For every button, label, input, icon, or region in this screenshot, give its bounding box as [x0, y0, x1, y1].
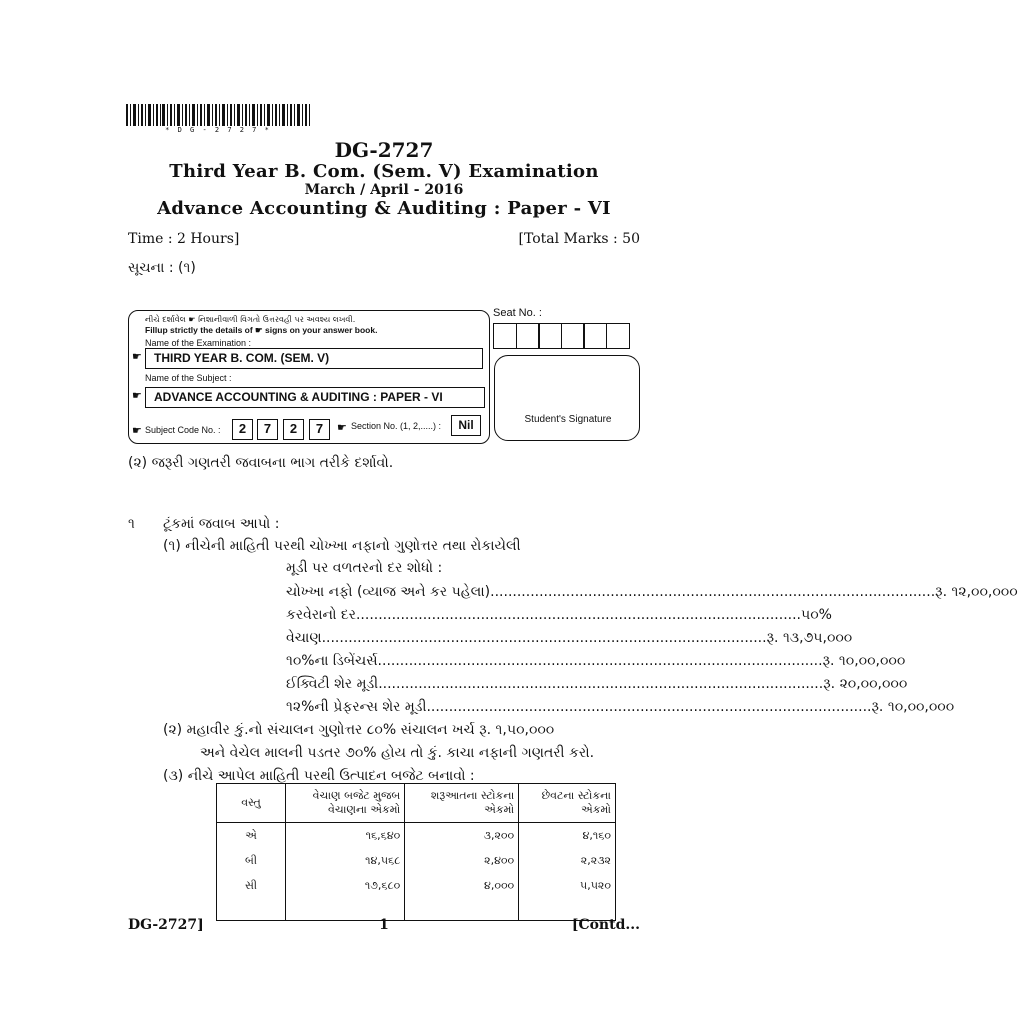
- seat-no-box: [561, 323, 585, 349]
- table-header-cell: [286, 784, 405, 823]
- data-row-value: રૂ. ૧૦,૦૦,૦૦૦: [822, 653, 906, 669]
- form-instruction-gujarati: નીચે દર્શાવેલ ☛ નિશાનીવાળી વિગતો ઉત્તરવહી પર અવશ્ય લખવી.: [145, 315, 356, 324]
- data-row-value: રૂ. ૧૩,૭૫,૦૦૦: [766, 630, 853, 646]
- total-marks: [Total Marks : 50: [518, 231, 640, 247]
- section-value: Nil: [451, 415, 481, 436]
- subject-code-digit: 2: [283, 419, 304, 440]
- table-cell: ૩,૨૦૦: [405, 823, 519, 849]
- page-number: 1: [379, 917, 389, 933]
- part2-text: (૨) મહાવીર કું.નો સંચાલન ગુણોત્તર ૮૦% સંચાલન ખર્ચ રૂ. ૧,૫૦,૦૦૦: [163, 722, 555, 738]
- data-row: ચોખ્ખા નફો (વ્યાજ અને કર પહેલા) .................................................................................................... રૂ. ૧૨,૦૦,૦૦૦: [286, 584, 1018, 600]
- table-header-cell: [405, 784, 519, 823]
- table-cell: બી: [217, 848, 286, 873]
- table-cell: ૨,૨૩૨: [519, 848, 616, 873]
- table-row: [217, 848, 616, 873]
- data-row: ૧૦%ના ડિબેંચર્સ .................................................................................................... રૂ. ૧૦,૦૦,૦૦૦: [286, 653, 906, 669]
- subject-title: Advance Accounting & Auditing : Paper - VI: [157, 198, 611, 219]
- barcode-text: * D G - 2 7 2 7 *: [165, 126, 271, 134]
- subject-code-digit: 7: [257, 419, 278, 440]
- signature-box: [494, 355, 640, 441]
- table-cell: ૧૬,૬૪૦: [286, 823, 405, 849]
- instructions-heading: સૂચના : (૧): [128, 260, 196, 276]
- table-cell: એ: [217, 823, 286, 849]
- data-row: ૧૨%ની પ્રેફરન્સ શેર મૂડી .................................................................................................... રૂ. ૧૦,૦૦,૦૦૦: [286, 699, 955, 715]
- time-allowed: Time : 2 Hours]: [128, 231, 240, 247]
- form-instruction-english: Fillup strictly the details of ☛ signs on your answer book.: [145, 325, 378, 335]
- question-heading: ટૂંકમાં જવાબ આપો :: [163, 516, 280, 532]
- table-header-text: શરૂઆતના સ્ટોકના: [430, 789, 515, 802]
- data-row: ઈક્વિટી શેર મૂડી .................................................................................................... રૂ. ૨૦,૦૦,૦૦૦: [286, 676, 908, 692]
- hand-pointer-icon: ☛: [337, 422, 347, 434]
- footer-contd: [Contd...: [571, 917, 640, 933]
- exam-session: March / April - 2016: [304, 182, 464, 198]
- table-header-text: એકમો: [581, 803, 611, 816]
- table-header-text: એકમો: [484, 803, 515, 816]
- table-cell: ૧૪,૫૬૮: [286, 848, 405, 873]
- table-header-cell: [519, 784, 616, 823]
- hand-pointer-icon: ☛: [132, 390, 142, 402]
- subject-name-field: ADVANCE ACCOUNTING & AUDITING : PAPER - VI: [145, 387, 485, 408]
- table-cell: ૧૭,૬૮૦: [286, 873, 405, 898]
- table-header-row: [217, 784, 616, 823]
- production-budget-table: [216, 783, 616, 921]
- part1-text: (૧) નીચેની માહિતી પરથી ચોખ્ખા નફાનો ગુણોત્તર તથા રોકાયેલી: [163, 538, 521, 554]
- data-row-value: રૂ. ૧૨,૦૦,૦૦૦: [935, 584, 1018, 600]
- seat-no-box: [606, 323, 630, 349]
- table-cell: ૪,૧૬૦: [519, 823, 616, 849]
- hand-pointer-icon: ☛: [132, 425, 142, 437]
- subject-name-label: Name of the Subject :: [145, 373, 232, 383]
- footer-code: DG-2727]: [128, 917, 204, 933]
- data-row: કરવેરાનો દર .................................................................................................... ૫૦%: [286, 607, 832, 623]
- seat-no-boxes: [493, 323, 628, 349]
- data-row-label: ઈક્વિટી શેર મૂડી: [286, 676, 379, 692]
- part2-text-continued: અને વેચેલ માલની પડતર ૭૦% હોય તો કું. કાચા નફાની ગણતરી કરો.: [200, 745, 595, 761]
- subject-code-digit: 7: [309, 419, 330, 440]
- seat-no-box: [583, 323, 607, 349]
- section-label: Section No. (1, 2,.....) :: [351, 421, 442, 431]
- seat-no-box: [493, 323, 517, 349]
- seat-no-label: Seat No. :: [493, 307, 542, 319]
- table-cell: ૨,૪૦૦: [405, 848, 519, 873]
- table-header-cell: [217, 784, 286, 823]
- instruction-item-2: (૨) જરૂરી ગણતરી જવાબના ભાગ તરીકે દર્શાવો.: [128, 455, 394, 471]
- table-header-text: વેચાણ બજેટ મુજબ: [312, 789, 401, 802]
- table-cell: ૫,૫૨૦: [519, 873, 616, 898]
- signature-label: Student's Signature: [524, 414, 612, 425]
- data-row-value: રૂ. ૧૦,૦૦,૦૦૦: [871, 699, 955, 715]
- table-header-text: વસ્તુ: [241, 796, 261, 809]
- exam-title: Third Year B. Com. (Sem. V) Examination: [169, 161, 599, 182]
- table-header-text: છેવટના સ્ટોકના: [541, 789, 611, 802]
- table-cell: સી: [217, 873, 286, 898]
- paper-code: DG-2727: [334, 138, 434, 162]
- data-row-value: રૂ. ૨૦,૦૦,૦૦૦: [823, 676, 908, 692]
- data-row-label: ૧૦%ના ડિબેંચર્સ: [286, 653, 378, 669]
- hand-pointer-icon: ☛: [132, 351, 142, 363]
- data-row-label: કરવેરાનો દર: [286, 607, 356, 623]
- seat-no-box: [516, 323, 540, 349]
- data-row-label: વેચાણ: [286, 630, 322, 646]
- table-cell: ૪,૦૦૦: [405, 873, 519, 898]
- details-form: [128, 310, 490, 444]
- part3-text: (૩) નીચે આપેલ માહિતી પરથી ઉત્પાદન બજેટ બનાવો :: [163, 768, 475, 784]
- subject-code-label: Subject Code No. :: [145, 425, 221, 435]
- data-row-label: ચોખ્ખા નફો (વ્યાજ અને કર પહેલા): [286, 584, 491, 600]
- part1-text-continued: મૂડી પર વળતરનો દર શોધો :: [286, 560, 443, 576]
- data-row-label: ૧૨%ની પ્રેફરન્સ શેર મૂડી: [286, 699, 427, 715]
- subject-code-digit: 2: [232, 419, 253, 440]
- exam-name-label: Name of the Examination :: [145, 338, 252, 348]
- question-number: ૧: [128, 516, 135, 532]
- data-row: વેચાણ .................................................................................................... રૂ. ૧૩,૭૫,૦૦૦: [286, 630, 853, 646]
- data-row-value: ૫૦%: [801, 607, 832, 623]
- table-row: [217, 873, 616, 898]
- table-header-text: વેચાણના એકમો: [328, 803, 401, 816]
- table-row: [217, 823, 616, 849]
- exam-name-field: THIRD YEAR B. COM. (SEM. V): [145, 348, 483, 369]
- seat-no-box: [538, 323, 562, 349]
- barcode: [126, 104, 310, 126]
